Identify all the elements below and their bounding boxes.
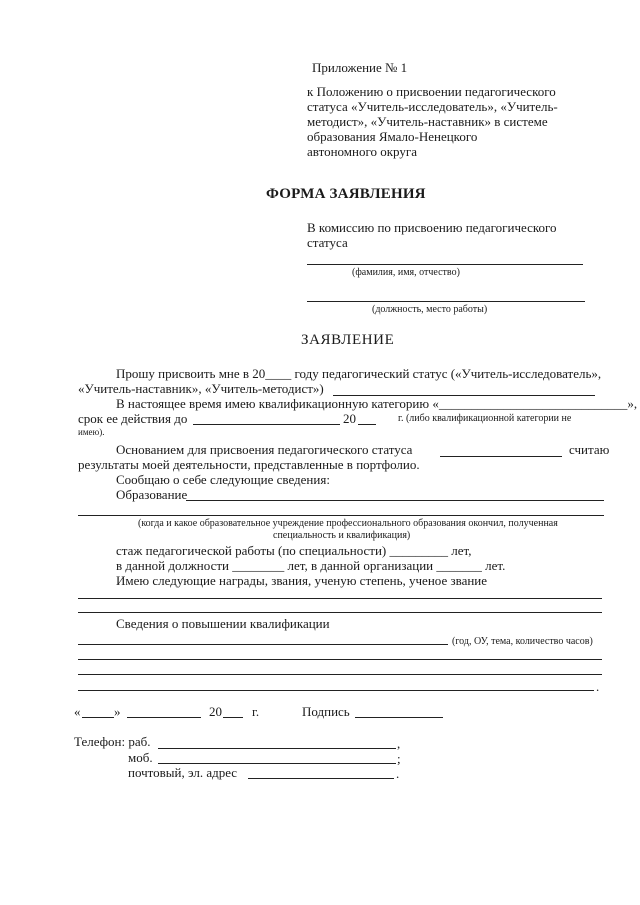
position-org-line: в данной должности ________ лет, в данной организации _______ лет. bbox=[116, 558, 506, 573]
basis-status-line[interactable] bbox=[440, 456, 562, 457]
statement-heading: ЗАЯВЛЕНИЕ bbox=[301, 332, 395, 348]
phone-mobile-line[interactable] bbox=[158, 763, 396, 764]
phone-work-end: , bbox=[397, 736, 401, 751]
request-line-2: «Учитель-наставник», «Учитель-методист») bbox=[78, 381, 324, 396]
basis-line-1: Основанием для присвоения педагогического статуса bbox=[116, 442, 413, 457]
qualification-line-4[interactable] bbox=[78, 690, 594, 691]
date-day-line[interactable] bbox=[82, 717, 114, 718]
qualification-caption: (год, ОУ, тема, количество часов) bbox=[452, 636, 593, 647]
position-workplace-line[interactable] bbox=[307, 301, 585, 302]
qualification-heading: Сведения о повышении квалификации bbox=[116, 616, 330, 631]
education-line-1[interactable] bbox=[186, 500, 604, 501]
form-title: ФОРМА ЗАЯВЛЕНИЯ bbox=[266, 186, 426, 202]
addressee-line-1: В комиссию по присвоению педагогического bbox=[307, 220, 557, 235]
category-validity-year: 20 bbox=[343, 411, 356, 426]
category-validity-date-line[interactable] bbox=[193, 424, 340, 425]
request-line-1: Прошу присвоить мне в 20____ году педагогический статус («Учитель-исследователь», bbox=[116, 366, 602, 381]
appendix-line-3: методист», «Учитель-наставник» в системе bbox=[307, 114, 548, 129]
address-end: . bbox=[396, 766, 400, 781]
basis-consider: считаю bbox=[569, 442, 610, 457]
appendix-number: Приложение № 1 bbox=[312, 60, 408, 75]
education-line-2[interactable] bbox=[78, 515, 604, 516]
full-name-line[interactable] bbox=[307, 264, 583, 265]
qualification-line-1[interactable] bbox=[78, 644, 448, 645]
position-workplace-caption: (должность, место работы) bbox=[372, 304, 488, 315]
phone-mobile-end: ; bbox=[397, 751, 401, 766]
phone-work-label: Телефон: раб. bbox=[74, 734, 151, 749]
appendix-line-1: к Положению о присвоении педагогического bbox=[307, 84, 556, 99]
awards-line-2[interactable] bbox=[78, 612, 602, 613]
qualification-line-3[interactable] bbox=[78, 674, 602, 675]
experience-line: стаж педагогической работы (по специальности) _________ лет, bbox=[116, 543, 472, 558]
date-month-line[interactable] bbox=[127, 717, 201, 718]
education-label: Образование bbox=[116, 487, 188, 502]
full-name-caption: (фамилия, имя, отчество) bbox=[352, 267, 460, 278]
category-none-note: г. (либо квалификационной категории не bbox=[398, 413, 572, 424]
appendix-line-2: статуса «Учитель-исследователь», «Учитель- bbox=[307, 99, 558, 114]
category-none-note-end: имею). bbox=[78, 427, 105, 437]
info-intro: Сообщаю о себе следующие сведения: bbox=[116, 472, 330, 487]
basis-line-2: результаты моей деятельности, представленные в портфолио. bbox=[78, 457, 420, 472]
addressee-line-2: статуса bbox=[307, 235, 348, 250]
phone-work-line[interactable] bbox=[158, 748, 396, 749]
awards-label: Имею следующие награды, звания, ученую степень, ученое звание bbox=[116, 573, 488, 588]
address-label: почтовый, эл. адрес bbox=[128, 765, 238, 780]
category-line-1: В настоящее время имею квалификационную категорию «_____________________________», bbox=[116, 396, 638, 411]
qualification-line-2[interactable] bbox=[78, 659, 602, 660]
education-caption-1: (когда и какое образовательное учреждение профессионального образования окончил, полученная bbox=[138, 518, 558, 529]
date-year-line[interactable] bbox=[223, 717, 243, 718]
appendix-line-4: образования Ямало-Ненецкого bbox=[307, 129, 478, 144]
date-open-quote: « bbox=[74, 704, 81, 719]
date-close-quote: » bbox=[114, 704, 121, 719]
signature-line[interactable] bbox=[355, 717, 443, 718]
awards-line-1[interactable] bbox=[78, 598, 602, 599]
category-validity-label: срок ее действия до bbox=[78, 411, 188, 426]
date-year-prefix: 20 bbox=[209, 704, 222, 719]
qualification-end: . bbox=[596, 679, 600, 694]
phone-mobile-label: моб. bbox=[128, 750, 153, 765]
address-line[interactable] bbox=[248, 778, 394, 779]
category-validity-year-line[interactable] bbox=[358, 424, 376, 425]
appendix-line-5: автономного округа bbox=[307, 144, 417, 159]
signature-label: Подпись bbox=[302, 704, 350, 719]
date-year-suffix: г. bbox=[252, 704, 260, 719]
education-caption-2: специальность и квалификация) bbox=[273, 530, 411, 541]
